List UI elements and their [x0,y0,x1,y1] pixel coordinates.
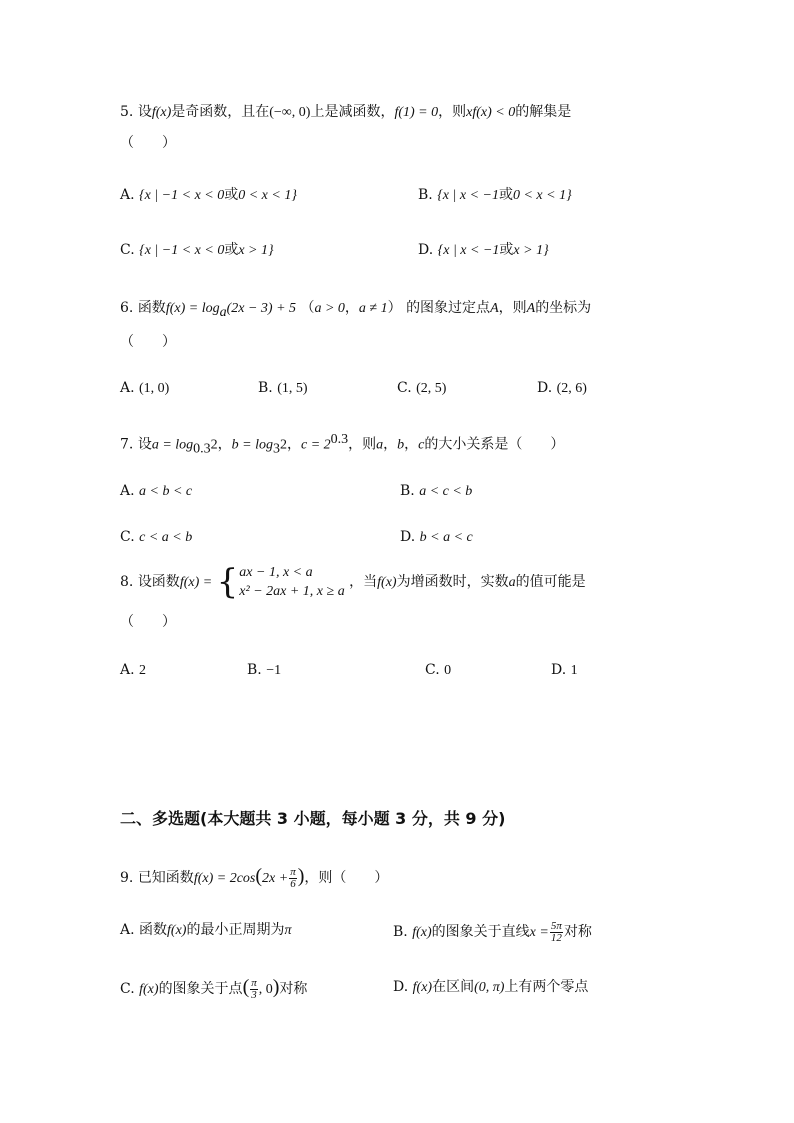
math-expression: f(x) [412,925,432,940]
math-expression: (2x − 3) + 5 [226,301,297,316]
math-expression: b [397,437,405,453]
option-d [418,240,549,261]
option-text: 的图象关于直线 [431,924,530,940]
stem-text: ） [387,300,402,316]
math-expression: (2, 5) [416,381,447,396]
question-number: 5. [120,104,134,120]
stem-text: ，则 [438,104,467,120]
option-label: B. [258,380,273,396]
option-b [418,185,572,206]
math-expression: 2 [210,437,218,453]
stem-text: 已知函数 [137,870,194,886]
fraction-denominator: 6 [290,877,296,890]
stem-text: 为增函数时，实数 [396,574,509,590]
option-label: D. [551,662,567,678]
math-subscript: 0.3 [193,441,211,457]
math-expression: a [376,437,384,453]
math-expression: a < b < c [139,484,193,499]
option-d [400,527,473,548]
math-superscript: 0.3 [330,432,349,447]
option-c [425,660,451,681]
fraction-numerator: 5π [550,919,562,932]
stem-text: （ [300,300,315,316]
option-c [120,240,274,261]
fraction [550,921,563,944]
option-b [258,378,308,399]
math-expression: b = log [231,437,273,453]
answer-paren: （ ） [120,334,176,350]
option-c [397,378,446,399]
answer-paren: （ ） [120,135,176,151]
stem-text: ， [404,436,419,453]
stem-text: ，则 [348,436,377,453]
math-expression: π [284,923,292,938]
option-b [400,481,472,502]
option-label: C. [425,662,440,678]
math-expression: a ≠ 1 [358,301,388,316]
math-expression: a < c < b [419,484,473,499]
option-label: A. [120,922,135,938]
math-expression: c [418,437,425,453]
question-7-stem [120,430,564,459]
option-a [120,660,146,681]
option-text: 或 [499,242,514,258]
math-expression: a = log [151,437,194,453]
math-expression: f(x) = [179,575,213,590]
stem-text: 函数 [137,300,166,316]
fraction-numerator: π [251,976,257,989]
math-expression: f(x) = 2cos [193,871,256,886]
option-text: 在区间 [432,979,475,995]
math-expression: (−∞, 0) [269,105,311,120]
option-label: D. [393,979,409,995]
option-label: B. [247,662,262,678]
option-label: D. [537,380,553,396]
math-expression: x > 1} [513,243,549,258]
math-expression: b < a < c [419,530,473,545]
math-expression: (0, π) [474,980,505,995]
option-label: D. [418,242,434,258]
close-paren-glyph: ) [272,976,280,998]
math-expression: a [508,575,516,590]
math-expression: {x | −1 < x < 0 [139,188,225,203]
math-expression: (1, 0) [139,381,170,396]
left-brace-glyph: { [216,562,239,602]
math-expression: x = [529,925,549,940]
case-2: x² − 2ax + 1, x ≥ a [239,584,345,599]
math-expression: xf(x) < 0 [466,105,516,120]
question-5-stem [120,102,571,123]
math-expression: A [526,301,536,316]
option-a [120,920,291,941]
stem-text: ，则 [498,300,527,316]
stem-text: ，当 [349,574,378,590]
option-label: A. [120,662,135,678]
fraction-numerator: π [290,865,296,878]
question-number: 6. [120,300,134,316]
option-a [120,185,297,206]
option-text: 或 [224,242,239,258]
math-expression: (1, 5) [277,381,308,396]
option-value: 2 [139,663,147,678]
stem-text: 的大小关系是（ ） [424,436,565,453]
option-label: A. [120,483,135,499]
stem-text: ， [344,300,359,316]
option-text: 上有两个零点 [504,979,589,995]
math-subscript: 3 [273,441,280,457]
option-label: C. [120,242,135,258]
option-label: A. [120,187,135,203]
math-expression: c < a < b [139,530,193,545]
option-text: 的最小正周期为 [186,922,285,938]
question-6-stem [120,298,591,323]
option-text: 对称 [279,981,308,997]
stem-text: 的坐标为 [535,300,592,316]
question-8-stem [120,563,586,602]
option-value: −1 [266,663,282,678]
stem-text: 上是减函数， [310,104,395,120]
option-text: 函数 [139,922,168,938]
math-expression: x > 1} [238,243,274,258]
question-9-stem [120,862,388,893]
math-expression: c = 2 [301,437,331,453]
option-c [120,973,307,1004]
math-expression: f(x) [151,105,172,120]
option-text: 或 [498,187,513,203]
option-label: C. [120,529,135,545]
option-d [537,378,587,399]
math-expression: a > 0 [314,301,345,316]
section-heading: 二、多选题(本大题共 3 小题，每小题 3 分，共 9 分) [120,809,506,828]
math-expression: {x | x < −1 [437,243,500,258]
option-label: A. [120,380,135,396]
stem-text: 设 [137,436,152,453]
math-expression: {x | −1 < x < 0 [139,243,225,258]
option-a [120,378,169,399]
math-expression: f(x) [412,980,433,995]
option-label: D. [400,529,416,545]
option-text: 对称 [563,924,592,940]
math-expression: f(x) = log [165,301,220,316]
option-label: B. [418,187,433,203]
math-expression: f(x) [377,575,397,590]
stem-text: 的解集是 [515,104,572,120]
option-value: 0 [444,663,452,678]
option-label: C. [397,380,412,396]
math-expression: f(1) = 0 [394,105,439,120]
stem-text: 的值可能是 [515,574,586,590]
question-number: 7. [120,436,134,453]
math-expression: f(x) [167,923,187,938]
option-d [393,977,588,998]
math-subscript: a [219,304,227,320]
fraction-denominator: 12 [550,931,562,944]
close-paren-glyph: ) [297,865,305,887]
option-c [120,527,192,548]
math-expression: 0 < x < 1} [238,188,297,203]
option-label: C. [120,981,135,997]
stem-text: ， [287,436,301,453]
stem-text: 设函数 [137,574,180,590]
piecewise-cases [239,563,344,601]
stem-text: ， [383,436,398,453]
math-expression: (2, 6) [556,381,587,396]
answer-paren: （ ） [120,614,176,630]
fraction-denominator: 3 [251,988,257,1001]
fraction [250,978,258,1001]
option-label: B. [400,483,415,499]
option-value: 1 [570,663,578,678]
fraction [289,867,297,890]
open-paren-glyph: ( [255,865,263,887]
math-expression: 0 < x < 1} [512,188,572,203]
stem-text: 设 [137,104,152,120]
option-text: 的图象关于点 [158,981,243,997]
stem-text: 是奇函数，且在 [171,104,270,120]
case-1: ax − 1, x < a [239,565,313,580]
math-expression: f(x) [139,982,159,997]
open-paren-glyph: ( [242,976,250,998]
math-expression: 2 [280,437,287,453]
math-expression: , 0 [258,982,273,997]
option-label: B. [393,924,408,940]
option-b [247,660,281,681]
stem-text: ，则（ ） [304,870,389,886]
math-expression: A [490,301,499,316]
stem-text: 的图象过定点 [406,300,491,316]
question-number: 9. [120,870,134,886]
option-d [551,660,578,681]
option-text: 或 [224,187,239,203]
math-expression: {x | x < −1 [437,188,499,203]
stem-text: ， [217,436,232,453]
option-b [393,918,592,947]
question-number: 8. [120,574,134,590]
option-a [120,481,192,502]
math-expression: 2x + [262,871,289,886]
